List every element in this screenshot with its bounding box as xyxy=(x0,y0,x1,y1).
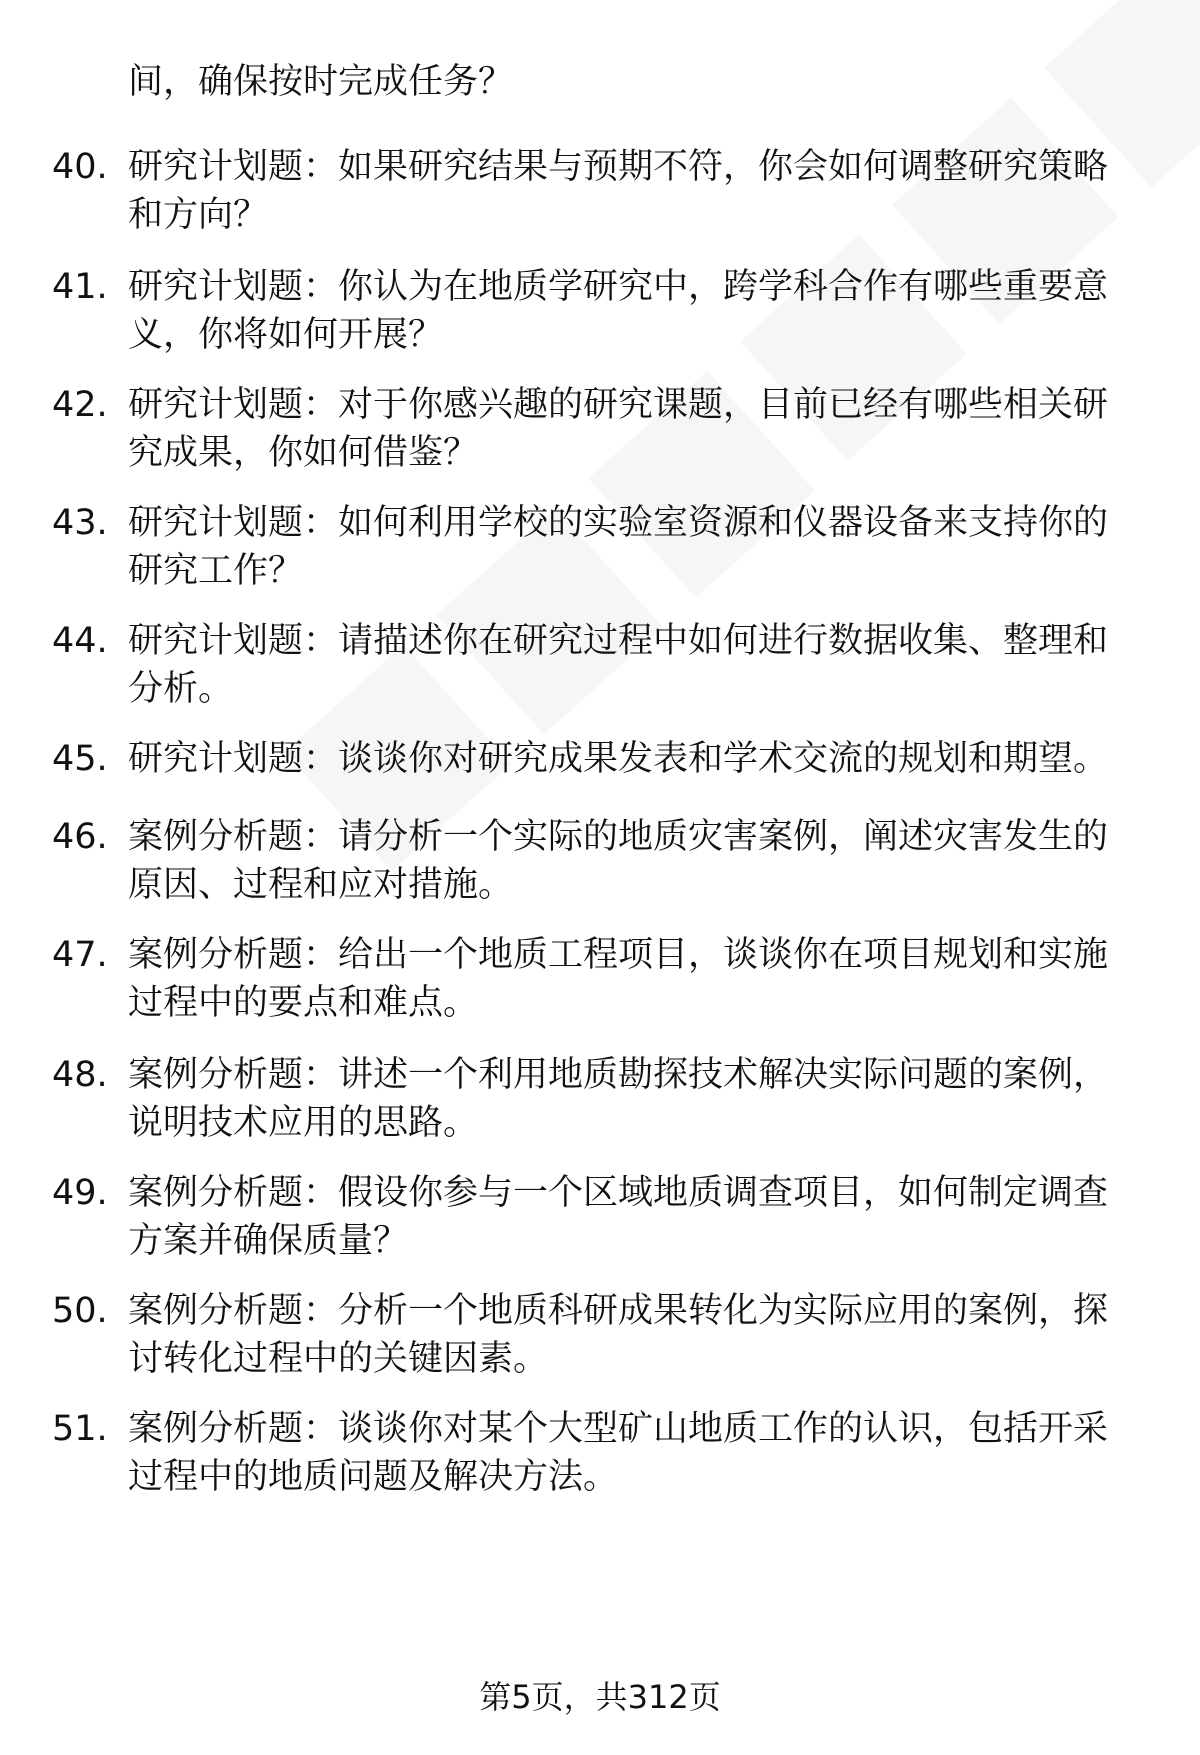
list-item xyxy=(0,263,1200,381)
item-text: 研究计划题：请描述你在研究过程中如何进行数据收集、整理和分析。 xyxy=(128,621,1109,709)
item-number: 43. xyxy=(52,503,108,543)
item-number: 47. xyxy=(52,935,108,975)
item-number: 51. xyxy=(52,1409,108,1449)
item-text: 研究计划题：如何利用学校的实验室资源和仪器设备来支持你的研究工作？ xyxy=(128,503,1109,591)
page-footer: 第5页，共312页 xyxy=(479,1678,721,1716)
item-text: 研究计划题：对于你感兴趣的研究课题，目前已经有哪些相关研究成果，你如何借鉴？ xyxy=(128,385,1109,473)
item-number: 42. xyxy=(52,385,108,425)
list-item xyxy=(0,1051,1200,1169)
item-number: 44. xyxy=(52,621,108,661)
item-text: 研究计划题：如果研究结果与预期不符，你会如何调整研究策略和方向？ xyxy=(128,147,1109,235)
item-number: 46. xyxy=(52,817,108,857)
item-number: 50. xyxy=(52,1291,108,1331)
list-item xyxy=(0,1169,1200,1287)
item-text: 案例分析题：给出一个地质工程项目，谈谈你在项目规划和实施过程中的要点和难点。 xyxy=(128,935,1109,1023)
item-text: 研究计划题：你认为在地质学研究中，跨学科合作有哪些重要意义，你将如何开展？ xyxy=(128,267,1109,355)
list-item xyxy=(0,143,1200,263)
item-text: 案例分析题：假设你参与一个区域地质调查项目，如何制定调查方案并确保质量？ xyxy=(128,1173,1109,1261)
list-item xyxy=(0,617,1200,735)
item-text: 研究计划题：谈谈你对研究成果发表和学术交流的规划和期望。 xyxy=(128,739,1109,779)
list-item xyxy=(0,381,1200,499)
item-number: 40. xyxy=(52,147,108,187)
item-text: 案例分析题：请分析一个实际的地质灾害案例，阐述灾害发生的原因、过程和应对措施。 xyxy=(128,817,1109,905)
item-number: 49. xyxy=(52,1173,108,1213)
list-item xyxy=(0,735,1200,813)
item-text: 案例分析题：谈谈你对某个大型矿山地质工作的认识，包括开采过程中的地质问题及解决方法。 xyxy=(128,1409,1109,1497)
item-number: 48. xyxy=(52,1055,108,1095)
question-list xyxy=(0,143,1200,1523)
list-item xyxy=(0,1405,1200,1523)
item-text: 案例分析题：讲述一个利用地质勘探技术解决实际问题的案例，说明技术应用的思路。 xyxy=(128,1055,1109,1143)
list-item xyxy=(0,931,1200,1051)
list-item xyxy=(0,1287,1200,1405)
item-text: 案例分析题：分析一个地质科研成果转化为实际应用的案例，探讨转化过程中的关键因素。 xyxy=(128,1291,1109,1379)
item-number: 45. xyxy=(52,739,108,779)
item-number: 41. xyxy=(52,267,108,307)
continuation-text: 间，确保按时完成任务？ xyxy=(128,62,514,102)
list-item xyxy=(0,813,1200,931)
list-item xyxy=(0,499,1200,617)
